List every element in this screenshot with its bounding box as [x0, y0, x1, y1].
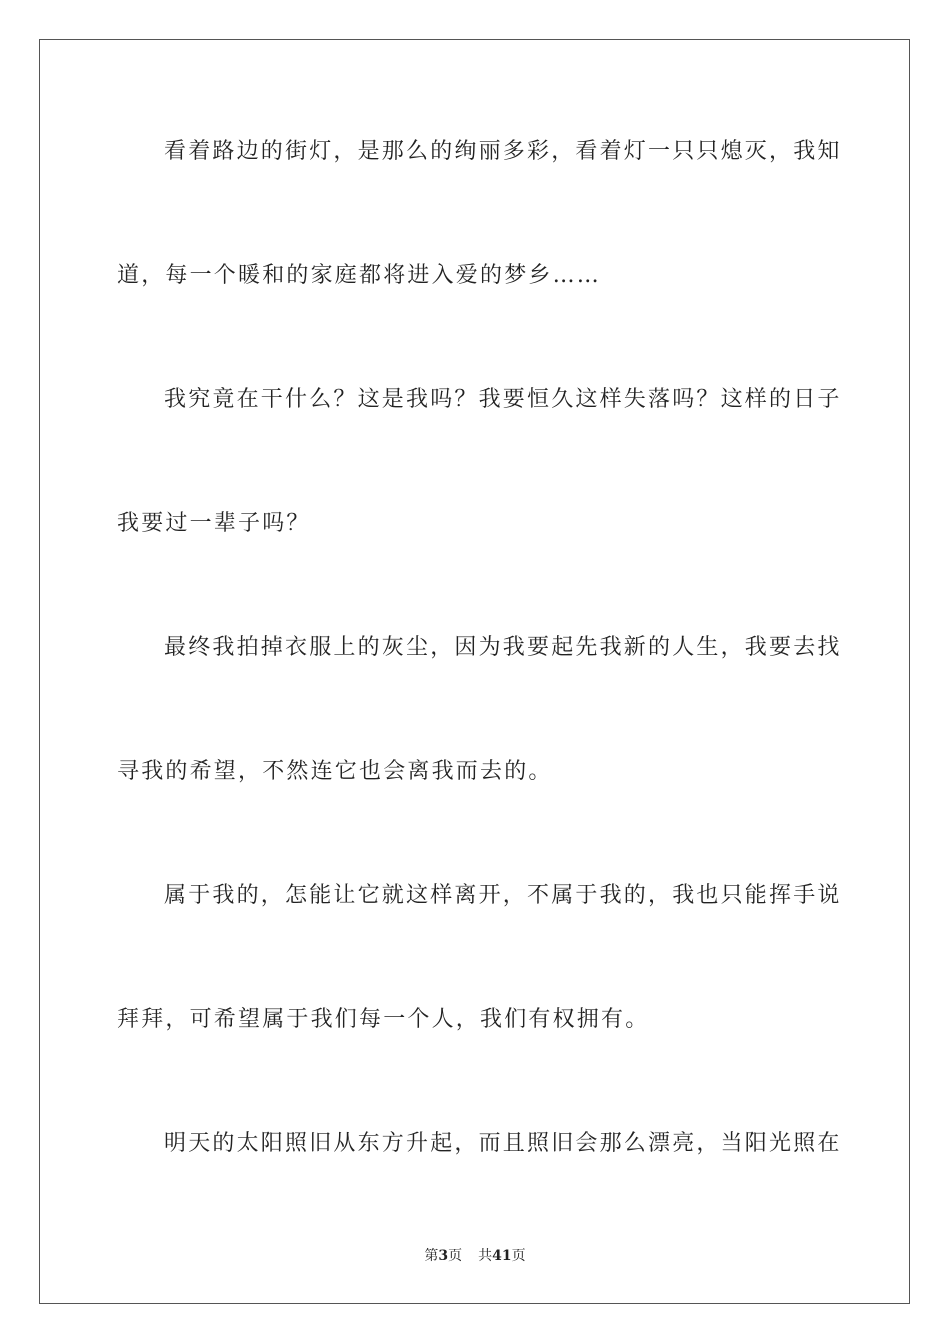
paragraph-5-line-1: 明天的太阳照旧从东方升起，而且照旧会那么漂亮，当阳光照在 [164, 1131, 842, 1156]
footer-total-prefix: 共 [478, 1248, 493, 1264]
paragraph-1-line-1: 看着路边的街灯，是那么的绚丽多彩，看着灯一只只熄灭，我知 [164, 139, 842, 164]
paragraph-2-line-2: 我要过一辈子吗？ [117, 511, 311, 536]
paragraph-3-line-2: 寻我的希望，不然连它也会离我而去的。 [117, 759, 553, 784]
footer-total-suffix: 页 [511, 1248, 526, 1264]
footer-total-pages: 41 [492, 1248, 512, 1264]
footer-page-suffix: 页 [448, 1248, 463, 1264]
footer-page-number: 3 [438, 1248, 449, 1264]
page-footer [0, 1245, 950, 1265]
paragraph-2-line-1: 我究竟在干什么？这是我吗？我要恒久这样失落吗？这样的日子 [164, 387, 842, 412]
paragraph-4-line-2: 拜拜，可希望属于我们每一个人，我们有权拥有。 [117, 1007, 650, 1032]
page-frame [39, 39, 910, 1304]
paragraph-1-line-2: 道，每一个暖和的家庭都将进入爱的梦乡…… [117, 263, 602, 288]
footer-page-prefix: 第 [424, 1248, 439, 1264]
paragraph-4-line-1: 属于我的，怎能让它就这样离开，不属于我的，我也只能挥手说 [164, 883, 842, 908]
paragraph-3-line-1: 最终我拍掉衣服上的灰尘，因为我要起先我新的人生，我要去找 [164, 635, 842, 660]
